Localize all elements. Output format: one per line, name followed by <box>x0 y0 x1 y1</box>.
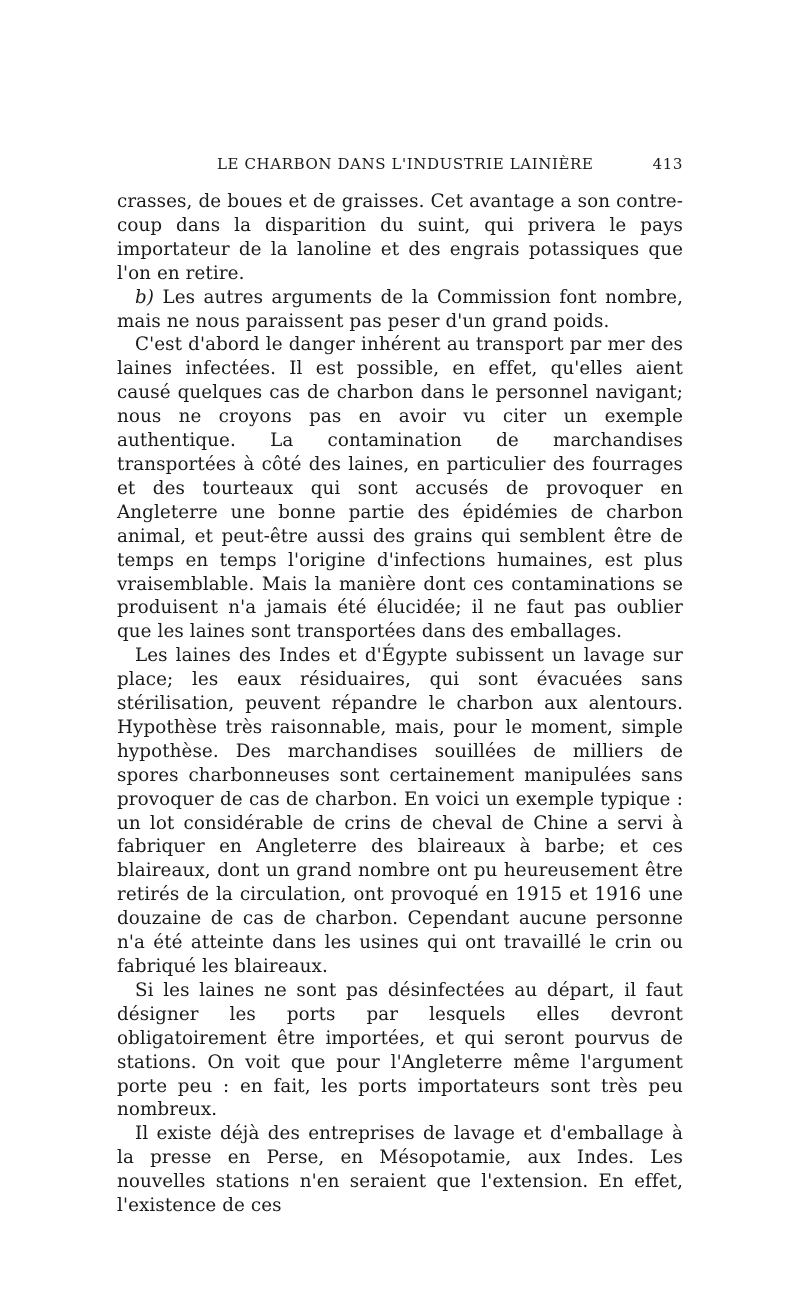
body-text <box>117 190 683 1218</box>
page-number: 413 <box>652 155 683 173</box>
paragraph-continued <box>117 190 683 286</box>
paragraph-text: crasses, de boues et de graisses. Cet avantage a son contre-coup dans la disparition du suint, qui privera le pays importateur de la lanoline et des engrais potassiques que l'on en retire. <box>117 191 683 284</box>
paragraph <box>117 979 683 1122</box>
paragraph <box>117 644 683 979</box>
list-marker: b) <box>135 286 155 308</box>
paragraph <box>117 333 683 644</box>
running-title: LE CHARBON DANS L'INDUSTRIE LAINIÈRE <box>217 155 594 173</box>
paragraph-text: Les autres arguments de la Commission font nombre, mais ne nous paraissent pas peser d'un grand poids. <box>117 286 683 332</box>
paragraph <box>117 1122 683 1218</box>
paragraph-b <box>117 286 683 334</box>
paragraph-text: Il existe déjà des entreprises de lavage et d'emballage à la presse en Perse, en Mésopotamie, aux Indes. Les nouvelles stations n'en seraient que l'extension. En effet, l'existence de ces <box>117 1123 683 1217</box>
paragraph-text: C'est d'abord le danger inhérent au transport par mer des laines infectées. Il est possible, en effet, qu'elles aient causé quelques cas de charbon dans le personnel navigant; nous ne croyons pas en avoir vu citer un exemple authentique. La contamination de marchandises transportées à côté des laines, en particulier des fourrages et des tourteaux qui sont accusés de provoquer en Angleterre une bonne partie des épidémies de charbon animal, et peut-être aussi des grains qui semblent être de temps en temps l'origine d'infections humaines, est plus vraisemblable. Mais la manière dont ces contaminations se produisent n'a jamais été élucidée; il ne faut pas oublier que les laines sont transportées dans des emballages. <box>117 334 683 643</box>
running-header <box>117 155 683 179</box>
paragraph-text: Les laines des Indes et d'Égypte subissent un lavage sur place; les eaux résiduaires, qui sont évacuées sans stérilisation, peuvent répandre le charbon aux alentours. Hypothèse très raisonnable, mais, pour le moment, simple hypothèse. Des marchandises souillées de milliers de spores charbonneuses sont certainement manipulées sans provoquer de cas de charbon. En voici un exemple typique : un lot considérable de crins de cheval de Chine a servi à fabriquer en Angleterre des blaireaux à barbe; et ces blaireaux, dont un grand nombre ont pu heureusement être retirés de la circulation, ont provoqué en 1915 et 1916 une douzaine de cas de charbon. Cependant aucune personne n'a été atteinte dans les usines qui ont travaillé le crin ou fabriqué les blaireaux. <box>117 645 683 977</box>
paragraph-text: Si les laines ne sont pas désinfectées au départ, il faut désigner les ports par lesquels elles devront obligatoirement être importées, et qui seront pourvus de stations. On voit que pour l'Angleterre même l'argument porte peu : en fait, les ports importateurs sont très peu nombreux. <box>117 979 683 1121</box>
